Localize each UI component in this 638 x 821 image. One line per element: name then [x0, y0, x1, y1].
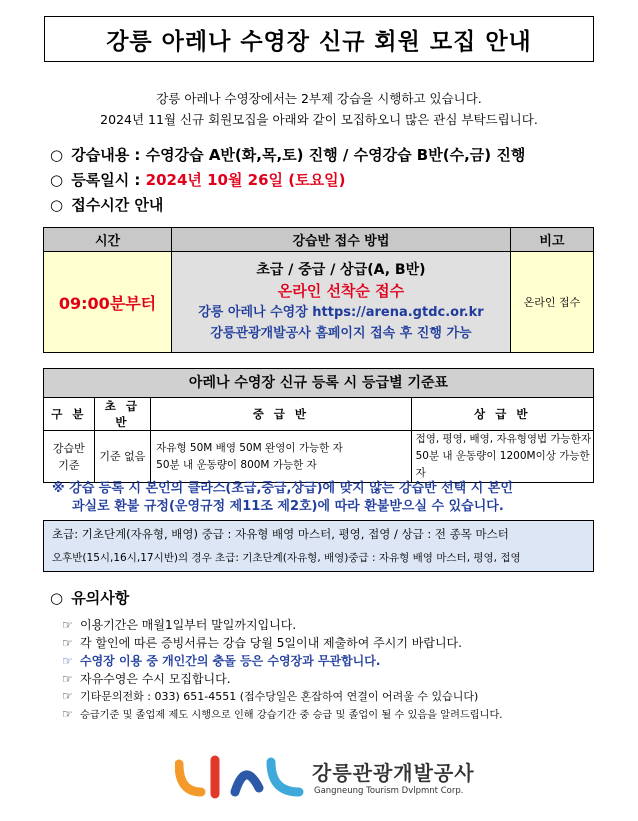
- advanced-line: 접영, 평영, 배영, 자유형영법 가능한자: [415, 433, 592, 445]
- gtdc-logo-mark: [175, 752, 305, 802]
- caution-text: 각 할인에 따른 증빙서류는 강습 당월 5일이내 제출하여 주시기 바랍니다.: [80, 636, 462, 650]
- caution-title-text: 유의사항: [71, 589, 130, 607]
- caution-text: 승급기준 및 졸업제 제도 시행으로 인해 강습기간 중 승급 및 졸업이 될 수 있음을 알려드립니다.: [80, 710, 503, 721]
- caution-item: [62, 688, 478, 704]
- bullet-circle: ○: [50, 589, 64, 607]
- caution-item: [62, 706, 503, 721]
- logo-company-sub: Gangneung Tourism Dvlpmnt Corp.: [314, 786, 464, 796]
- criteria-title: 아레나 수영장 신규 등록 시 등급별 기준표: [44, 369, 594, 398]
- page-title: 강릉 아레나 수영장 신규 회원 모집 안내: [44, 16, 594, 62]
- logo-company-name: 강릉관광개발공사: [312, 761, 475, 785]
- course-label: 강습내용 :: [71, 146, 146, 164]
- homepage-note: 강릉관광개발공사 홈페이지 접속 후 진행 가능: [210, 326, 472, 341]
- method-levels: 초급 / 중급 / 상급(A, B반): [256, 262, 426, 278]
- row-label: 강습반 기준: [44, 431, 95, 483]
- level-criteria-table: [43, 368, 594, 483]
- caution-item: [62, 670, 231, 687]
- refund-notice-line-2: 과실로 환불 규정(운영규정 제11조 제2호)에 따라 환불받으실 수 있습니다.: [72, 499, 504, 514]
- note-cell: 온라인 접수: [510, 252, 593, 353]
- beginner-criteria: 기준 없음: [94, 431, 151, 483]
- header-time: 시간: [44, 228, 172, 252]
- levels-line-2: 오후반(15시,16시,17시반)의 경우 초급: 기초단계(자유형, 배영)중급 : 자유형 배영 마스터, 평영, 접영: [52, 552, 521, 564]
- pointing-hand-icon: ☞: [62, 672, 73, 686]
- header-note: 비고: [510, 228, 593, 252]
- caution-item: [62, 616, 296, 633]
- bullet-circle: ○: [50, 146, 64, 164]
- date-label: 등록일시 :: [71, 171, 146, 189]
- time-label: 접수시간 안내: [71, 196, 164, 214]
- arena-link[interactable]: 강릉 아레나 수영장 https://arena.gtdc.or.kr: [198, 305, 484, 320]
- caution-text: 자유수영은 수시 모집합니다.: [80, 672, 231, 686]
- levels-line-1: 초급: 기초단계(자유형, 배영) 중급 : 자유형 배영 마스터, 평영, 접영 / 상급 : 전 종목 마스터: [52, 527, 509, 541]
- method-online: 온라인 선착순 접수: [277, 282, 405, 300]
- header-method: 강습반 접수 방법: [172, 228, 511, 252]
- intro-line-1: 강릉 아레나 수영장에서는 2부제 강습을 시행하고 있습니다.: [156, 91, 482, 106]
- header-advanced: 상 급 반: [411, 398, 593, 431]
- intermediate-line: 50분 내 운동량이 800M 가능한 자: [156, 458, 317, 471]
- pointing-hand-icon: ☞: [62, 636, 73, 650]
- course-value: 수영강습 A반(화,목,토) 진행 / 수영강습 B반(수,금) 진행: [145, 146, 526, 164]
- course-item: [50, 144, 525, 165]
- intro-line-2: 2024년 11월 신규 회원모집을 아래와 같이 모집하오니 많은 관심 부탁드립니다.: [100, 112, 538, 127]
- header-intermediate: 중 급 반: [151, 398, 411, 431]
- method-cell: [172, 252, 511, 353]
- pointing-hand-icon: ☞: [62, 654, 73, 668]
- time-item: [50, 194, 163, 215]
- intermediate-criteria: [151, 431, 411, 483]
- pointing-hand-icon: ☞: [62, 689, 73, 703]
- time-cell: 09:00분부터: [44, 252, 172, 353]
- pointing-hand-icon: ☞: [62, 618, 73, 632]
- caution-text: 이용기간은 매월1일부터 말일까지입니다.: [80, 618, 297, 632]
- caution-text: 수영장 이용 중 개인간의 충돌 등은 수영장과 무관합니다.: [80, 654, 381, 668]
- caution-item: [62, 634, 462, 651]
- caution-title: [50, 587, 129, 608]
- registration-table: [43, 227, 594, 353]
- header-beginner: 초 급 반: [94, 398, 151, 431]
- caution-text: 기타문의전화 : 033) 651-4551 (접수당일은 혼잡하여 연결이 어려울 수 있습니다): [80, 690, 479, 703]
- bullet-circle: ○: [50, 171, 64, 189]
- levels-box: [43, 520, 594, 572]
- date-item: [50, 169, 345, 190]
- advanced-line: 50분 내 운동량이 1200M이상 가능한 자: [415, 450, 590, 479]
- bullet-circle: ○: [50, 196, 64, 214]
- header-category: 구 분: [44, 398, 95, 431]
- refund-notice-line-1: ※ 강습 등록 시 본인의 클라스(초급,중급,상급)에 맞지 않는 강습반 선택 시 본인: [52, 481, 513, 496]
- pointing-hand-icon: ☞: [62, 707, 73, 721]
- caution-item: [62, 652, 380, 669]
- date-value: 2024년 10월 26일 (토요일): [145, 171, 346, 189]
- intermediate-line: 자유형 50M 배영 50M 완영이 가능한 자: [156, 441, 343, 454]
- advanced-criteria: [411, 431, 593, 483]
